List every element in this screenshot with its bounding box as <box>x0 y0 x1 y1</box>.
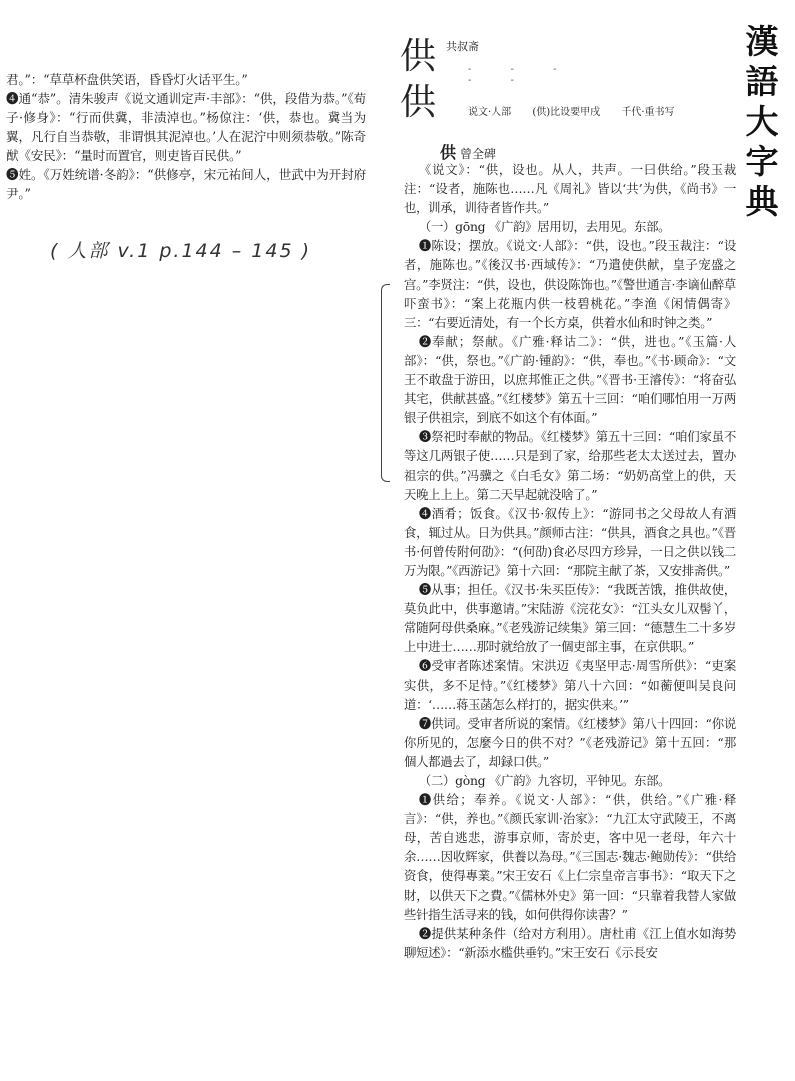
divider: ‐ ‐ ‐ ‐ ‐ <box>468 64 575 86</box>
handwritten-note: ( 人部 v.1 p.144 – 145 ) <box>50 240 312 262</box>
entry-gloss-top: 共叔斋 <box>446 40 479 53</box>
entry-source-line <box>468 103 693 118</box>
source-item: 千代·重书写 <box>621 107 675 118</box>
left-paragraph: 君。”：“草草杯盘供笑语，昏昏灯火话平生。” <box>6 72 248 87</box>
entry-paragraph: 《说文》：“供，设也。从人，共声。一曰供给。”段玉裁注：“设者，施陈也……凡《周礼》皆以‘共’为供，《尚书》一也，训承，训待者皆作共。” <box>404 162 736 216</box>
entry-paragraph: ❺从事；担任。《汉书·朱买臣传》：“我既苦饿，推供故使，莫负此中，供事邀请。”宋陆游《浣花女》：“江头女儿双髻丫，常随阿母供桑麻。”《老残游记续集》第三回：“德慧生二十多岁上中进士……那时就给放了一個吏部主事，在京供职。” <box>404 582 736 655</box>
entry-paragraph: ❻受审者陈述案情。宋洪迈《夷坚甲志·周雪所供》：“吏案实供，多不足恃。”《红楼梦》第八十六回：“如蘅便叫吴良问道：‘……蒋玉菡怎么样打的，据实供来。’” <box>404 658 736 712</box>
left-column <box>6 70 366 203</box>
book-title-char: 語 <box>745 62 779 101</box>
entry-paragraph: ❸祭祀时奉献的物品。《红楼梦》第五十三回：“咱们家虽不等这几两银子使……只是到了家，给那些老太太送过去，置办祖宗的供。”冯骥之《白毛女》第二场：“奶奶高堂上的供，天天晚上上上。第二天早起就没啥了。” <box>404 429 736 502</box>
book-title-char: 大 <box>745 102 779 141</box>
source-item: (供)比设要甲戌 <box>532 107 601 118</box>
old-form-char: 供 <box>440 143 457 162</box>
entry-paragraph: ❶供给；奉养。《说文·人部》：“供，供给。”《广雅·释言》：“供，养也。”《颜氏家训·治家》：“九江太守武陵王，不离母，苦自逃悲，游事京师，寄於吏，客中见一老母，年六十余……因收辉家，供養以為母。”《三国志·魏志·鲍勋传》：“供给资食，使得專業。”宋王安石《上仁宗皇帝言事书》：“取天下之財，以供天下之費。”《儒林外史》第一回：“只靠着我替人家做些针指生活寻来的钱，如何供得你读書？” <box>404 792 736 922</box>
old-form-source: 曾全碑 <box>460 147 497 161</box>
entry-body <box>404 160 736 962</box>
left-paragraph: ❺姓。《万姓统谱·冬韵》：“供修亭，宋元祐间人，世武中为开封府尹。” <box>6 167 366 201</box>
book-title-char: 字 <box>745 142 779 181</box>
entry-paragraph: （一）gōng 《广韵》居用切，去用见。东部。 <box>418 219 671 235</box>
book-title <box>742 22 782 222</box>
entry-paragraph: ❶陈设；摆放。《说文·人部》：“供，设也。”段玉裁注：“设者，施陈也。”《後汉书·西域传》：“乃遣使供献，皇子宠盛之宫。”李贤注：“供，设也，供设陈饰也。”《警世通言·李谪仙醉草吓蛮书》：“案上花瓶内供一枝碧桃花。”李渔《闲情偶寄》三：“右要近清处，有一个长方桌，供着水仙和时钟之类。” <box>404 238 736 330</box>
entry-head-characters <box>400 34 436 126</box>
entry-paragraph: ❷提供某种条件（给对方利用）。唐杜甫《江上值水如海势聊短述》：“新添水槛供垂钓。”宋王安石《示長安 <box>404 925 736 960</box>
entry-char-variant: 供 <box>400 82 437 123</box>
entry-paragraph: ❹酒肴；饭食。《汉书·叙传上》：“游同书之父母故人有酒食，辄过从。日为供具。”颜师古注：“供具，酒食之具也。”《晋书·何曾传附何劭》：“(何劭)食必尽四方珍异，一日之供以钱二万为限。”《西游记》第十六回：“那院主献了茶，又安排斋供。” <box>404 505 736 578</box>
book-title-char: 典 <box>745 182 779 221</box>
left-paragraph: ❹通“恭”。清朱骏声《说文通训定声·丰部》：“供，段借为恭。”《荀子·修身》：“行而供冀，非渍淖也。”杨倞注：‘供，恭也。冀当为翼，凡行自当恭敬，非谓惧其泥淖也。’人在泥泞中则须恭敬。”陈奇猷《安民》：“量时而置官，则吏皆百民供。” <box>6 91 366 163</box>
entry-char: 供 <box>400 36 437 77</box>
entry-paragraph: （二）gòng 《广韵》九容切，平钟见。东部。 <box>418 773 671 788</box>
book-title-char: 漢 <box>745 22 779 61</box>
entry-paragraph: ❼供词。受审者所说的案情。《红楼梦》第八十四回：“你说你所见的，怎麼今日的供不对？”《老残游记》第十五回：“那個人都過去了，却録口供。” <box>404 715 736 769</box>
source-item: 说文·人部 <box>468 107 512 118</box>
margin-bracket-mark <box>381 284 390 482</box>
entry-paragraph: ❷奉献；祭献。《广雅·释诂二》：“供，进也。”《玉篇·人部》：“供，祭也。”《广韵·锺韵》：“供，奉也。”《书·顾命》：“文王不敢盘于游田，以庶邦惟正之供。”《晋书·王濬传》：“将奋弘其宅，供献甚盛。”《红楼梦》第五十三回：“咱们哪怕用一万两银子供祖宗，到底不如这个有体面。” <box>404 333 736 426</box>
